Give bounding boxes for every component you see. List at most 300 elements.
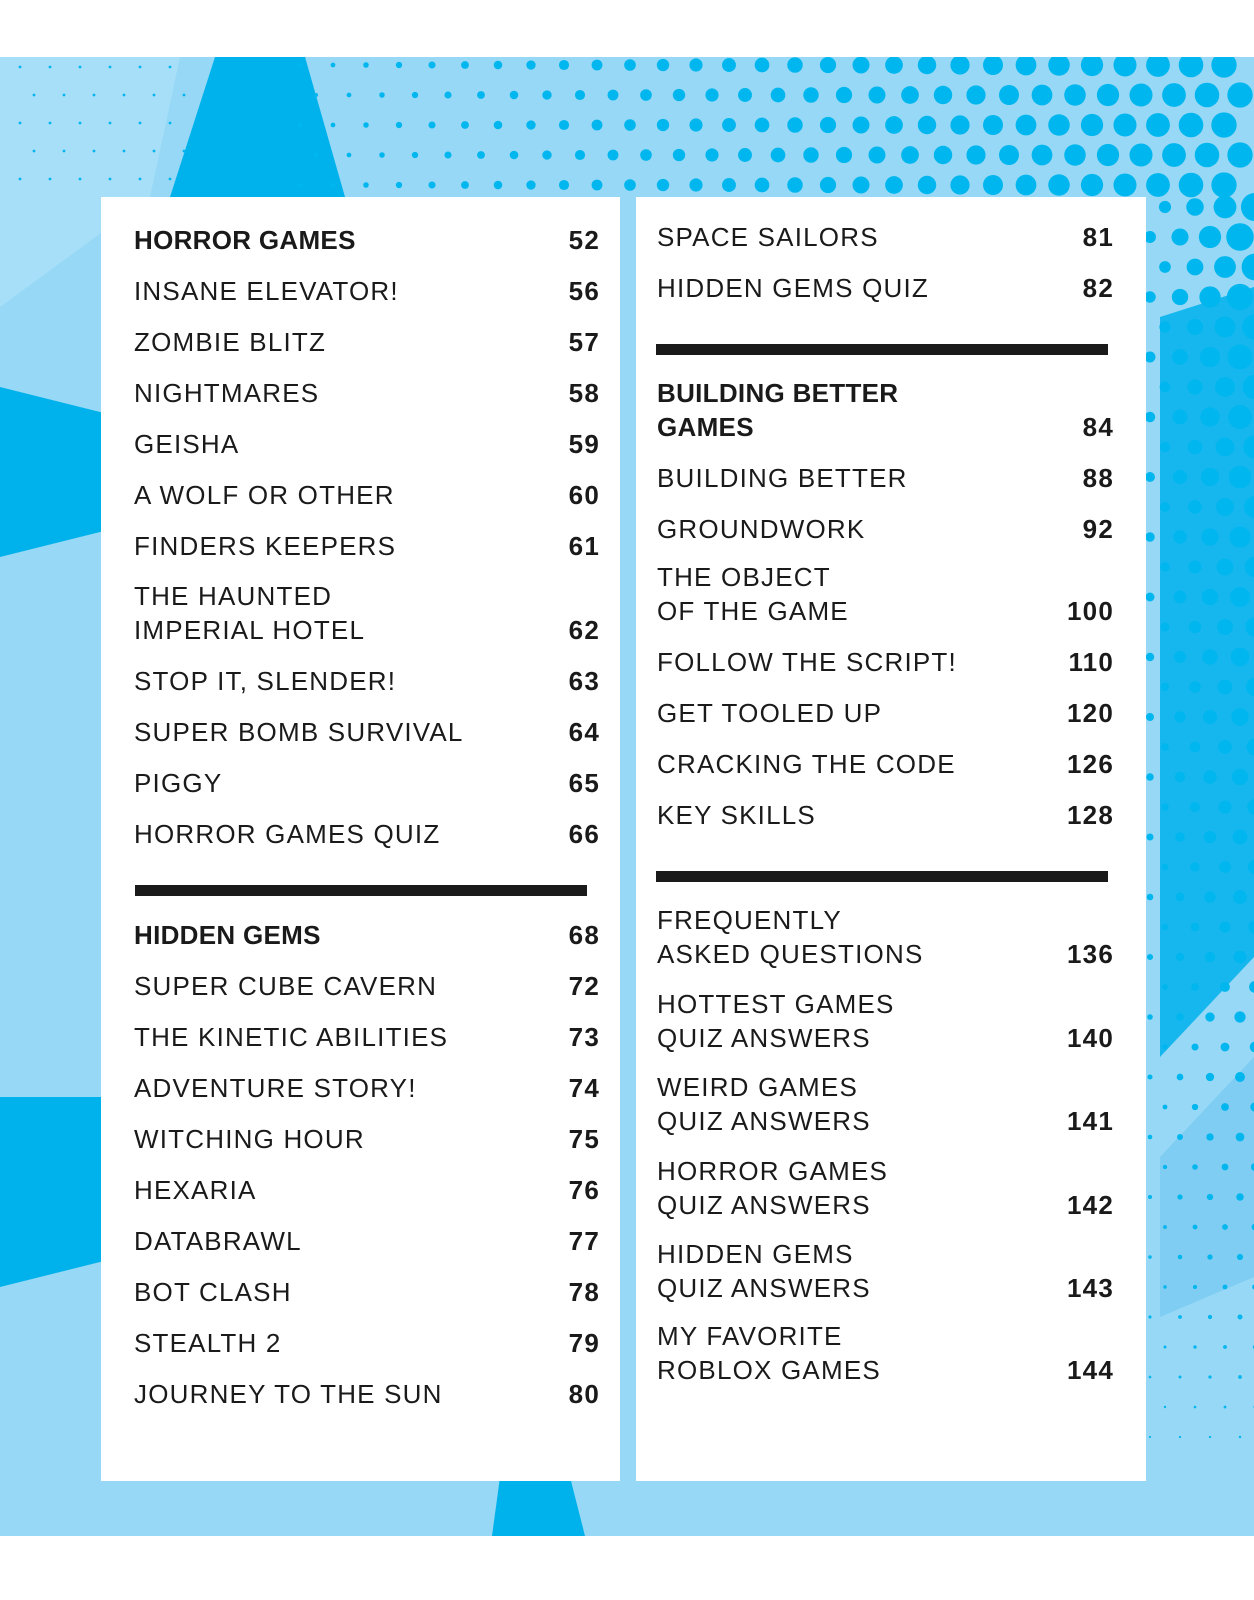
section-divider-rule bbox=[656, 871, 1108, 882]
halftone-dot bbox=[1163, 1285, 1166, 1288]
halftone-dot bbox=[1237, 1254, 1243, 1260]
halftone-dot bbox=[1148, 1195, 1152, 1199]
toc-entry-title: FOLLOW THE SCRIPT! bbox=[657, 647, 957, 677]
halftone-dot bbox=[49, 122, 52, 125]
toc-entry-page-number: 72 bbox=[568, 971, 600, 1001]
halftone-dot bbox=[1216, 498, 1234, 516]
toc-entry-page-number: 84 bbox=[1082, 412, 1114, 442]
halftone-dot bbox=[428, 121, 435, 128]
halftone-dot bbox=[298, 123, 302, 127]
halftone-dot bbox=[1147, 1074, 1152, 1079]
toc-entry-page-number: 140 bbox=[1067, 1023, 1114, 1053]
halftone-dot bbox=[1191, 923, 1200, 932]
halftone-dot bbox=[1214, 256, 1236, 278]
halftone-dot bbox=[1217, 559, 1234, 576]
halftone-dot bbox=[1236, 1193, 1243, 1200]
halftone-dot bbox=[1188, 560, 1201, 573]
halftone-dot bbox=[771, 88, 786, 103]
halftone-dot bbox=[608, 150, 619, 161]
halftone-dot bbox=[1203, 770, 1216, 783]
halftone-dot bbox=[1224, 1406, 1227, 1409]
halftone-dot bbox=[1231, 648, 1250, 667]
halftone-dot bbox=[803, 147, 818, 162]
halftone-dot bbox=[1064, 144, 1086, 166]
halftone-dot bbox=[559, 120, 569, 130]
toc-entry bbox=[657, 1237, 1114, 1305]
halftone-dot bbox=[1231, 708, 1248, 725]
halftone-dot bbox=[1146, 173, 1170, 197]
toc-entry-title: SUPER BOMB SURVIVAL bbox=[134, 717, 464, 747]
halftone-dot bbox=[1159, 261, 1171, 273]
shape-right-big bbox=[1160, 287, 1254, 1057]
halftone-dot bbox=[379, 152, 385, 158]
halftone-dot bbox=[1146, 113, 1170, 137]
halftone-dot bbox=[183, 94, 186, 97]
halftone-dot bbox=[999, 85, 1019, 105]
toc-entry-title: WITCHING HOUR bbox=[134, 1124, 365, 1154]
toc-entry-page-number: 79 bbox=[568, 1328, 600, 1358]
halftone-dot bbox=[836, 87, 852, 103]
halftone-dot bbox=[33, 150, 36, 153]
toc-entry-title: THE KINETIC ABILITIES bbox=[134, 1022, 449, 1052]
toc-entry-page-number: 65 bbox=[568, 768, 600, 798]
toc-entry-title: ADVENTURE STORY! bbox=[134, 1073, 417, 1103]
halftone-dot bbox=[1187, 259, 1204, 276]
halftone-dot bbox=[1219, 801, 1232, 814]
halftone-dot bbox=[1228, 405, 1252, 429]
toc-entry bbox=[657, 1070, 1114, 1138]
halftone-dot bbox=[1219, 861, 1231, 873]
toc-entry bbox=[657, 271, 1114, 305]
halftone-dot bbox=[1188, 500, 1202, 514]
toc-entry-title: ZOMBIE BLITZ bbox=[134, 327, 327, 357]
halftone-dot bbox=[461, 181, 469, 189]
halftone-dot bbox=[1200, 347, 1220, 367]
halftone-dot bbox=[1232, 769, 1248, 785]
halftone-dot bbox=[755, 178, 770, 193]
toc-entry bbox=[134, 1173, 600, 1207]
toc-entry bbox=[134, 325, 600, 359]
halftone-dot bbox=[1162, 984, 1168, 990]
toc-entry-title: INSANE ELEVATOR! bbox=[134, 276, 399, 306]
halftone-dot bbox=[1223, 1345, 1227, 1349]
toc-entry bbox=[134, 1122, 600, 1156]
halftone-dot bbox=[1163, 1105, 1168, 1110]
halftone-dot bbox=[1221, 1103, 1229, 1111]
halftone-dot bbox=[412, 152, 418, 158]
halftone-dot bbox=[1144, 291, 1155, 302]
toc-entry-title: HORROR GAMES QUIZ bbox=[134, 819, 441, 849]
halftone-dot bbox=[396, 62, 402, 68]
halftone-dot bbox=[1238, 1375, 1242, 1379]
halftone-dot bbox=[1202, 589, 1218, 605]
halftone-dot bbox=[1149, 1436, 1151, 1438]
toc-entry-title: HIDDEN GEMS bbox=[134, 920, 321, 950]
halftone-dot bbox=[950, 115, 969, 134]
toc-entry bbox=[134, 817, 600, 851]
halftone-dot bbox=[657, 179, 669, 191]
halftone-dot bbox=[1097, 144, 1119, 166]
halftone-dot bbox=[592, 60, 603, 71]
halftone-dot bbox=[542, 150, 551, 159]
halftone-dot bbox=[1162, 1044, 1167, 1049]
halftone-dot bbox=[1162, 864, 1169, 871]
toc-entry-page-number: 144 bbox=[1067, 1355, 1114, 1385]
halftone-dot bbox=[363, 62, 369, 68]
halftone-dot bbox=[183, 150, 186, 153]
halftone-dot bbox=[1173, 470, 1187, 484]
halftone-dot bbox=[1211, 112, 1236, 137]
halftone-dot bbox=[885, 116, 903, 134]
halftone-dot bbox=[755, 58, 770, 73]
halftone-dot bbox=[853, 57, 870, 73]
halftone-dot bbox=[1205, 1012, 1214, 1021]
halftone-dot bbox=[1081, 114, 1103, 136]
toc-entry-page-number: 80 bbox=[568, 1379, 600, 1409]
halftone-dot bbox=[559, 180, 569, 190]
toc-entry-title: GROUNDWORK bbox=[657, 514, 866, 544]
toc-entry bbox=[134, 1326, 600, 1360]
halftone-dot bbox=[79, 178, 82, 181]
halftone-dot bbox=[1147, 894, 1154, 901]
halftone-dot bbox=[510, 151, 519, 160]
halftone-dot bbox=[1176, 1013, 1183, 1020]
toc-entry bbox=[134, 376, 600, 410]
toc-entry-page-number: 143 bbox=[1067, 1273, 1114, 1303]
toc-entry-title: HIDDEN GEMS QUIZ bbox=[657, 273, 929, 303]
halftone-dot bbox=[1222, 1164, 1229, 1171]
halftone-dot bbox=[49, 66, 52, 69]
toc-entry-title: GEISHA bbox=[134, 429, 240, 459]
halftone-dot bbox=[363, 182, 369, 188]
halftone-dot bbox=[673, 149, 685, 161]
halftone-dot bbox=[1190, 742, 1201, 753]
halftone-dot bbox=[1174, 651, 1186, 663]
halftone-dot bbox=[1201, 528, 1218, 545]
halftone-dot bbox=[705, 88, 718, 101]
halftone-dot bbox=[1229, 466, 1251, 488]
halftone-dot bbox=[1145, 412, 1155, 422]
halftone-dot bbox=[1234, 1011, 1245, 1022]
halftone-dot bbox=[79, 66, 82, 69]
halftone-dot bbox=[1171, 228, 1188, 245]
halftone-dot bbox=[494, 61, 503, 70]
halftone-dot bbox=[1147, 954, 1153, 960]
halftone-dot bbox=[722, 118, 736, 132]
toc-entry-title: HORROR GAMES bbox=[134, 225, 356, 255]
halftone-dot bbox=[1159, 321, 1170, 332]
halftone-dot bbox=[510, 91, 519, 100]
halftone-dot bbox=[169, 66, 172, 69]
halftone-dot bbox=[1164, 1406, 1166, 1408]
section-divider-rule bbox=[135, 885, 587, 896]
halftone-dot bbox=[1179, 113, 1204, 138]
halftone-dot bbox=[820, 57, 836, 73]
halftone-dot bbox=[494, 181, 503, 190]
halftone-dot bbox=[109, 178, 112, 181]
toc-entry bbox=[134, 715, 600, 749]
halftone-dot bbox=[19, 178, 22, 181]
halftone-dot bbox=[139, 178, 142, 181]
toc-entry-page-number: 77 bbox=[568, 1226, 600, 1256]
halftone-dot bbox=[999, 145, 1019, 165]
toc-panel-left bbox=[101, 197, 620, 1481]
toc-entry-title: FREQUENTLY ASKED QUESTIONS bbox=[657, 905, 924, 969]
halftone-dot bbox=[1223, 1285, 1228, 1290]
halftone-dot bbox=[1214, 196, 1237, 219]
halftone-dot bbox=[379, 92, 385, 98]
halftone-dot bbox=[1172, 349, 1188, 365]
toc-entry bbox=[134, 478, 600, 512]
halftone-dot bbox=[494, 121, 503, 130]
toc-entry-title: KEY SKILLS bbox=[657, 800, 816, 830]
toc-entry-title: SUPER CUBE CAVERN bbox=[134, 971, 438, 1001]
toc-entry-page-number: 141 bbox=[1067, 1106, 1114, 1136]
halftone-dot bbox=[1177, 1074, 1184, 1081]
halftone-dot bbox=[657, 119, 669, 131]
halftone-dot bbox=[1236, 1133, 1245, 1142]
halftone-dot bbox=[624, 59, 636, 71]
shape-bottom-ray bbox=[492, 1477, 585, 1536]
halftone-dot bbox=[396, 122, 402, 128]
toc-entry-page-number: 61 bbox=[568, 531, 600, 561]
halftone-dot bbox=[49, 178, 52, 181]
halftone-dot bbox=[689, 118, 702, 131]
toc-entry-page-number: 81 bbox=[1082, 222, 1114, 252]
halftone-dot bbox=[1193, 1345, 1196, 1348]
toc-entry-page-number: 56 bbox=[568, 276, 600, 306]
halftone-dot bbox=[901, 146, 919, 164]
halftone-dot bbox=[983, 175, 1003, 195]
halftone-dot bbox=[19, 66, 22, 69]
halftone-dot bbox=[1164, 1346, 1167, 1349]
halftone-dot bbox=[803, 87, 818, 102]
halftone-dot bbox=[1227, 82, 1252, 107]
halftone-dot bbox=[139, 66, 142, 69]
halftone-dot bbox=[347, 153, 352, 158]
halftone-dot bbox=[526, 60, 535, 69]
halftone-dot bbox=[1179, 173, 1204, 198]
toc-entry-title: HORROR GAMES QUIZ ANSWERS bbox=[657, 1156, 889, 1220]
halftone-dot bbox=[1235, 1072, 1245, 1082]
halftone-dot bbox=[1113, 173, 1136, 196]
toc-entry-title: STOP IT, SLENDER! bbox=[134, 666, 397, 696]
halftone-dot bbox=[298, 63, 302, 67]
halftone-dot bbox=[33, 94, 36, 97]
toc-entry bbox=[134, 529, 600, 563]
halftone-dot bbox=[657, 59, 669, 71]
halftone-dot bbox=[1207, 1194, 1213, 1200]
halftone-dot bbox=[93, 150, 96, 153]
toc-entry bbox=[657, 1154, 1114, 1222]
halftone-dot bbox=[139, 122, 142, 125]
toc-entry-title: HIDDEN GEMS QUIZ ANSWERS bbox=[657, 1239, 871, 1303]
halftone-dot bbox=[1199, 226, 1221, 248]
halftone-dot bbox=[1177, 1134, 1183, 1140]
toc-entry bbox=[657, 987, 1114, 1055]
toc-entry-page-number: 74 bbox=[568, 1073, 600, 1103]
toc-entry bbox=[657, 696, 1114, 730]
toc-entry-page-number: 73 bbox=[568, 1022, 600, 1052]
halftone-dot bbox=[1162, 83, 1186, 107]
halftone-dot bbox=[1016, 175, 1037, 196]
toc-entry bbox=[657, 645, 1114, 679]
toc-entry-title: BOT CLASH bbox=[134, 1277, 292, 1307]
halftone-dot bbox=[950, 175, 969, 194]
halftone-dot bbox=[1064, 84, 1086, 106]
halftone-dot bbox=[331, 183, 336, 188]
halftone-dot bbox=[1189, 681, 1201, 693]
halftone-dot bbox=[934, 146, 952, 164]
halftone-dot bbox=[1048, 174, 1070, 196]
halftone-dot bbox=[1195, 143, 1220, 168]
halftone-dot bbox=[966, 85, 985, 104]
halftone-dot bbox=[477, 91, 485, 99]
toc-entry-title: A WOLF OR OTHER bbox=[134, 480, 395, 510]
halftone-dot bbox=[1192, 1104, 1198, 1110]
toc-entry-page-number: 82 bbox=[1082, 273, 1114, 303]
toc-entry bbox=[134, 1020, 600, 1054]
halftone-dot bbox=[689, 58, 702, 71]
halftone-dot bbox=[1178, 1315, 1182, 1319]
section-divider-rule bbox=[656, 344, 1108, 355]
halftone-dot bbox=[771, 148, 786, 163]
toc-entry-title: PIGGY bbox=[134, 768, 223, 798]
halftone-dot bbox=[79, 122, 82, 125]
halftone-dot bbox=[1032, 85, 1053, 106]
halftone-dot bbox=[1228, 345, 1253, 370]
halftone-dot bbox=[738, 148, 752, 162]
halftone-dot bbox=[983, 115, 1003, 135]
toc-entry-page-number: 66 bbox=[568, 819, 600, 849]
toc-entry-page-number: 88 bbox=[1082, 463, 1114, 493]
toc-entry bbox=[657, 747, 1114, 781]
halftone-dot bbox=[298, 183, 302, 187]
halftone-dot bbox=[738, 88, 752, 102]
halftone-dot bbox=[1204, 831, 1216, 843]
halftone-dot bbox=[1218, 740, 1232, 754]
toc-entry-page-number: 52 bbox=[568, 225, 600, 255]
halftone-dot bbox=[526, 180, 535, 189]
halftone-dot bbox=[396, 182, 402, 188]
halftone-dot bbox=[1190, 802, 1200, 812]
halftone-dot bbox=[347, 93, 352, 98]
halftone-dot bbox=[1216, 438, 1235, 457]
halftone-dot bbox=[1190, 862, 1199, 871]
halftone-dot bbox=[1176, 953, 1184, 961]
halftone-dot bbox=[1146, 593, 1155, 602]
halftone-dot bbox=[559, 60, 569, 70]
halftone-dot bbox=[608, 90, 619, 101]
halftone-dot bbox=[1175, 832, 1185, 842]
halftone-dot bbox=[705, 148, 718, 161]
toc-entry-page-number: 120 bbox=[1067, 698, 1114, 728]
toc-entry-page-number: 68 bbox=[568, 920, 600, 950]
halftone-dot bbox=[1194, 1406, 1197, 1409]
halftone-dot bbox=[1146, 653, 1154, 661]
halftone-dot bbox=[1217, 619, 1233, 635]
halftone-dot bbox=[869, 87, 886, 104]
halftone-dot bbox=[1218, 680, 1233, 695]
toc-entry-page-number: 100 bbox=[1067, 596, 1114, 626]
toc-entry bbox=[134, 1071, 600, 1105]
halftone-dot bbox=[1148, 1255, 1152, 1259]
halftone-dot bbox=[314, 153, 318, 157]
halftone-dot bbox=[1220, 982, 1230, 992]
halftone-dot bbox=[1161, 743, 1169, 751]
halftone-dot bbox=[428, 61, 435, 68]
halftone-dot bbox=[428, 181, 435, 188]
toc-entry bbox=[134, 579, 600, 647]
halftone-dot bbox=[1230, 587, 1250, 607]
halftone-dot bbox=[1193, 1225, 1198, 1230]
halftone-dot bbox=[1234, 951, 1246, 963]
halftone-dot bbox=[1048, 114, 1070, 136]
halftone-dot bbox=[1187, 379, 1202, 394]
toc-entry-page-number: 75 bbox=[568, 1124, 600, 1154]
halftone-dot bbox=[1215, 377, 1235, 397]
halftone-dot bbox=[787, 117, 802, 132]
halftone-dot bbox=[1172, 289, 1188, 305]
toc-entry-page-number: 136 bbox=[1067, 939, 1114, 969]
toc-entry-title: JOURNEY TO THE SUN bbox=[134, 1379, 443, 1409]
halftone-dot bbox=[1233, 890, 1247, 904]
toc-section-heading bbox=[134, 223, 600, 257]
halftone-dot bbox=[314, 93, 318, 97]
halftone-dot bbox=[1016, 115, 1037, 136]
halftone-dot bbox=[444, 91, 451, 98]
halftone-dot bbox=[1161, 803, 1168, 810]
halftone-dot bbox=[673, 89, 685, 101]
toc-entry bbox=[657, 560, 1114, 628]
halftone-dot bbox=[1200, 407, 1219, 426]
halftone-dot bbox=[1174, 591, 1187, 604]
halftone-dot bbox=[1207, 1254, 1212, 1259]
halftone-dot bbox=[444, 151, 451, 158]
halftone-dot bbox=[1227, 142, 1252, 167]
halftone-dot bbox=[901, 86, 919, 104]
halftone-dot bbox=[1174, 711, 1185, 722]
toc-entry bbox=[134, 766, 600, 800]
halftone-dot bbox=[1145, 352, 1156, 363]
halftone-dot bbox=[640, 89, 652, 101]
halftone-dot bbox=[1208, 1315, 1212, 1319]
halftone-dot bbox=[1220, 922, 1231, 933]
halftone-dot bbox=[1222, 1224, 1228, 1230]
halftone-dot bbox=[1175, 772, 1185, 782]
halftone-dot bbox=[109, 66, 112, 69]
toc-entry-page-number: 59 bbox=[568, 429, 600, 459]
halftone-dot bbox=[1195, 83, 1220, 108]
halftone-dot bbox=[592, 120, 603, 131]
toc-section-heading bbox=[657, 376, 1114, 444]
halftone-dot bbox=[63, 150, 66, 153]
halftone-dot bbox=[1173, 410, 1188, 425]
halftone-dot bbox=[461, 121, 469, 129]
halftone-dot bbox=[624, 179, 636, 191]
toc-entry-page-number: 60 bbox=[568, 480, 600, 510]
toc-entry-page-number: 126 bbox=[1067, 749, 1114, 779]
toc-entry-page-number: 110 bbox=[1068, 647, 1114, 677]
halftone-dot bbox=[722, 178, 736, 192]
halftone-dot bbox=[722, 58, 736, 72]
halftone-dot bbox=[787, 177, 802, 192]
toc-entry bbox=[134, 1377, 600, 1411]
halftone-dot bbox=[1209, 1436, 1211, 1438]
halftone-dot bbox=[1113, 113, 1136, 136]
halftone-dot bbox=[966, 145, 985, 164]
toc-entry-title: BUILDING BETTER GAMES bbox=[657, 378, 899, 442]
